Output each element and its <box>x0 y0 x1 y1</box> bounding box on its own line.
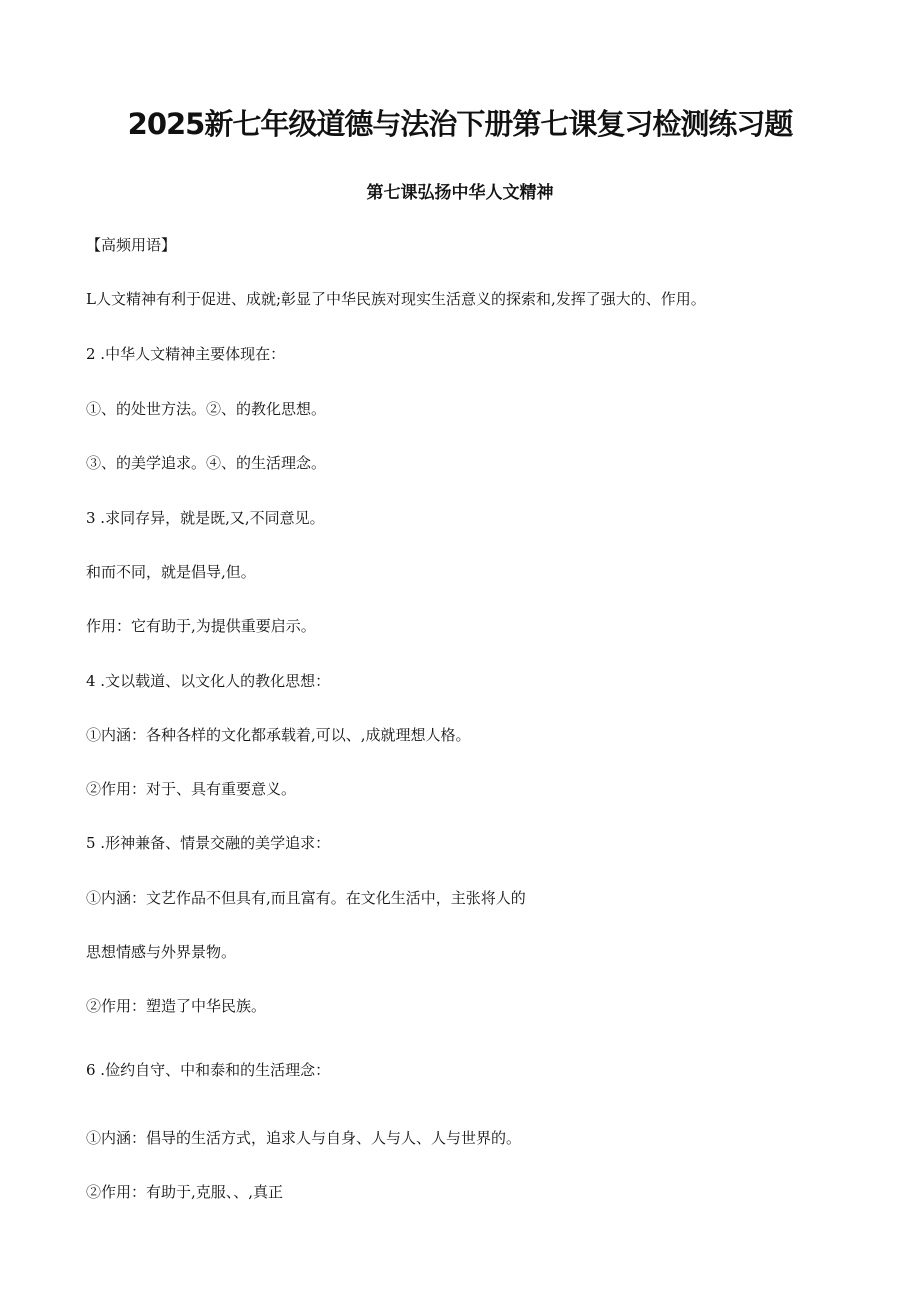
text-line: 4 .文以载道、以文化人的教化思想： <box>86 672 331 690</box>
text-line: ①、的处世方法。②、的教化思想。 <box>86 400 327 418</box>
text-line: 和而不同，就是倡导,但。 <box>86 563 256 581</box>
text-line: L人文精神有利于促进、成就;彰显了中华民族对现实生活意义的探索和,发挥了强大的、作用。 <box>86 290 706 308</box>
text-line: ①内涵：倡导的生活方式，追求人与自身、人与人、人与世界的。 <box>86 1129 522 1147</box>
text-line: 3 .求同存异，就是既,又,不同意见。 <box>86 509 325 527</box>
page-title: 2025新七年级道德与法治下册第七课复习检测练习题 <box>127 107 793 141</box>
text-line: 思想情感与外界景物。 <box>86 943 237 961</box>
text-line: 5 .形神兼备、情景交融的美学追求： <box>86 834 331 852</box>
text-line: ②作用：塑造了中华民族。 <box>86 997 267 1015</box>
text-line: 2 .中华人文精神主要体现在： <box>86 345 286 363</box>
text-line: 6 .俭约自守、中和泰和的生活理念： <box>86 1061 331 1079</box>
text-line: ①内涵：文艺作品不但具有,而且富有。在文化生活中，主张将人的 <box>86 889 526 907</box>
text-line: ②作用：对于、具有重要意义。 <box>86 780 297 798</box>
text-line: ①内涵：各种各样的文化都承载着,可以、,成就理想人格。 <box>86 726 471 744</box>
text-line: ②作用：有助于,克服、、,真正 <box>86 1183 284 1201</box>
text-line: ③、的美学追求。④、的生活理念。 <box>86 454 327 472</box>
lesson-title: 第七课弘扬中华人文精神 <box>366 183 554 203</box>
section-heading: 【高频用语】 <box>86 236 177 254</box>
text-line: 作用：它有助于,为提供重要启示。 <box>86 617 316 635</box>
